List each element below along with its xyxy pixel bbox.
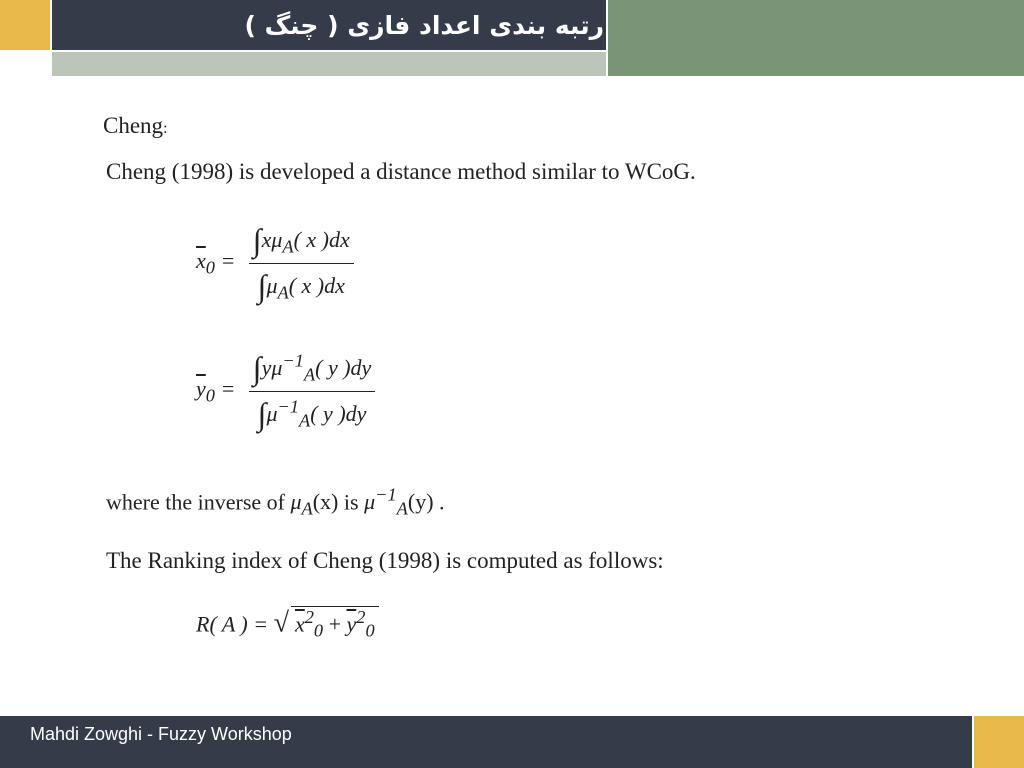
equation-x0-fraction [249, 222, 354, 305]
equation-x0 [196, 222, 354, 305]
section-label-text: Cheng [103, 113, 164, 138]
equation-ranking: R( A ) = √ $x^2_0 + \overline{y}^2_0$ [196, 606, 379, 642]
equation-x0-denominator: $\int\mu_A$( x )dx [257, 268, 345, 304]
equation-y0-fraction [249, 350, 376, 433]
footer-gold-block [974, 716, 1024, 768]
slide-title: رتبه بندی اعداد فازی ( چنگ ) [244, 11, 604, 40]
section-label [103, 114, 168, 137]
header-green-block [608, 0, 1024, 76]
footer-text: Mahdi Zowghi - Fuzzy Workshop [30, 724, 292, 744]
equation-y0-numerator: $\int y\mu^{-1}_A$( y )dy [249, 350, 376, 392]
equation-y0 [196, 350, 375, 433]
section-label-colon: : [163, 120, 168, 137]
equation-y0-denominator: $\int\mu^{-1}_A$( y )dy [257, 396, 367, 432]
intro-text: Cheng (1998) is developed a distance method similar to WCoG. [106, 159, 696, 184]
equation-x0-lhs: $\overline{x}_0$ = [196, 248, 236, 278]
mu-a-x: $\mu_A(x)$ [290, 489, 339, 519]
header-gold-block [0, 0, 50, 50]
header-subbar [52, 52, 606, 76]
ranking-text: The Ranking index of Cheng (1998) is computed as follows: [106, 548, 664, 573]
equation-y0-lhs: $\overline{y}_0$ = [196, 376, 236, 406]
inverse-note: where the inverse of $\mu_A(x)$ is $\mu^{-1}_A(y)$ . [106, 485, 445, 519]
equation-ranking-radicand: $x^2_0 + \overline{y}^2_0$ [291, 606, 379, 642]
mu-a-inverse-y: $\mu^{-1}_A(y)$ [364, 485, 434, 519]
equation-x0-numerator: $\int x\mu_A$( x )dx [249, 222, 354, 264]
